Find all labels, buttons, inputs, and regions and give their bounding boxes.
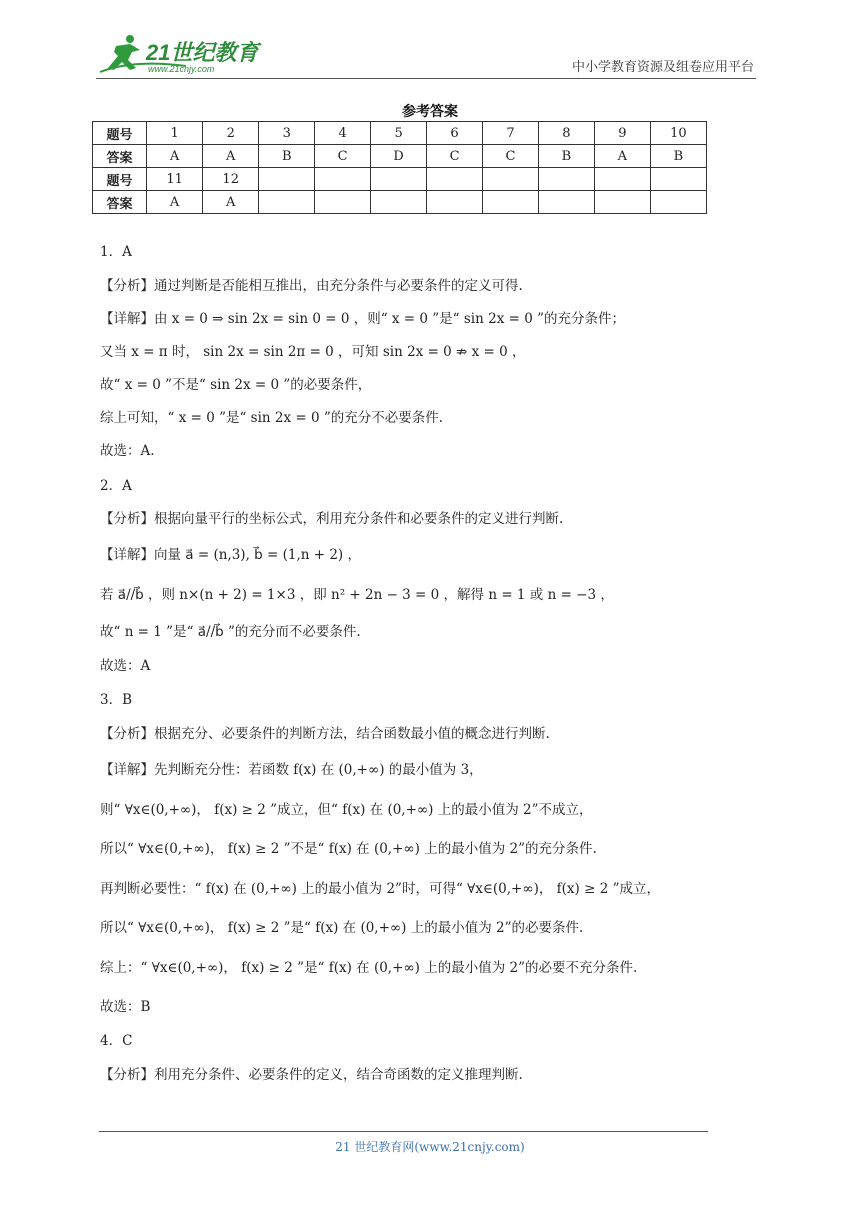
footer-divider	[99, 1131, 708, 1132]
answer-table	[92, 121, 707, 214]
answer-cell: D	[371, 145, 427, 168]
solution-line: 4．C	[100, 1033, 133, 1049]
solution-line: 故“ x = 0 ”不是“ sin 2x = 0 ”的必要条件，	[100, 377, 372, 393]
answer-cell: A	[203, 145, 259, 168]
solution-line: 2．A	[100, 478, 132, 494]
answer-cell: A	[147, 191, 203, 214]
solution-line: 【详解】向量 a⃗ = (n,3), b⃗ = (1,n + 2) ，	[100, 547, 361, 563]
solution-line: 故选：A.	[100, 443, 155, 459]
solution-line: 【分析】利用充分条件、必要条件的定义，结合奇函数的定义推理判断.	[100, 1067, 523, 1083]
solution-line: 若 a⃗//b⃗ ，则 n×(n + 2) = 1×3 ，即 n² + 2n − 3 = 0 ，解得 n = 1 或 n = −3 ，	[100, 587, 614, 603]
solution-line: 【详解】先判断充分性：若函数 f(x) 在 (0,+∞) 的最小值为 3，	[100, 762, 483, 778]
answer-cell	[371, 168, 427, 191]
solution-line: 故选：B	[100, 999, 151, 1015]
answer-cell: B	[538, 145, 594, 168]
answer-cell	[483, 191, 539, 214]
solution-line: 则“ ∀x∈(0,+∞)， f(x) ≥ 2 ”成立，但“ f(x) 在 (0,+∞) 上的最小值为 2”不成立，	[100, 802, 593, 818]
solution-line: 所以“ ∀x∈(0,+∞)， f(x) ≥ 2 ”不是“ f(x) 在 (0,+∞) 上的最小值为 2”的充分条件.	[100, 841, 597, 857]
answer-cell	[259, 168, 315, 191]
solution-line: 【分析】通过判断是否能相互推出，由充分条件与必要条件的定义可得.	[100, 278, 523, 294]
answer-cell: 11	[147, 168, 203, 191]
answer-cell	[427, 191, 483, 214]
answer-cell: 9	[594, 122, 650, 145]
answer-cell	[538, 168, 594, 191]
answer-cell	[259, 191, 315, 214]
solution-line: 所以“ ∀x∈(0,+∞)， f(x) ≥ 2 ”是“ f(x) 在 (0,+∞) 上的最小值为 2”的必要条件.	[100, 920, 584, 936]
answer-cell: 8	[538, 122, 594, 145]
answer-cell: A	[147, 145, 203, 168]
svg-text:21世纪教育: 21世纪教育	[146, 40, 259, 65]
answer-table-row	[93, 145, 707, 168]
answer-cell: B	[650, 145, 706, 168]
answer-cell: A	[594, 145, 650, 168]
solution-line: 【分析】根据充分、必要条件的判断方法，结合函数最小值的概念进行判断.	[100, 726, 550, 742]
solution-line: 综上：“ ∀x∈(0,+∞)， f(x) ≥ 2 ”是“ f(x) 在 (0,+∞) 上的最小值为 2”的必要不充分条件.	[100, 960, 638, 976]
answer-cell: 2	[203, 122, 259, 145]
answer-cell: 7	[483, 122, 539, 145]
row-header: 题号	[93, 122, 147, 145]
footer-link[interactable]: 21 世纪教育网(www.21cnjy.com)	[335, 1140, 525, 1154]
row-header: 题号	[93, 168, 147, 191]
solution-line: 【详解】由 x = 0 ⇒ sin 2x = sin 0 = 0 ，则“ x = 0 ”是“ sin 2x = 0 ”的充分条件；	[100, 311, 625, 327]
answer-cell	[594, 191, 650, 214]
answer-cell: C	[483, 145, 539, 168]
answer-cell	[650, 191, 706, 214]
answer-cell	[538, 191, 594, 214]
answer-cell	[371, 191, 427, 214]
answer-cell: 12	[203, 168, 259, 191]
answer-cell: 4	[315, 122, 371, 145]
answer-cell: B	[259, 145, 315, 168]
answer-cell: C	[427, 145, 483, 168]
answer-cell: 6	[427, 122, 483, 145]
answer-cell: 5	[371, 122, 427, 145]
solution-line: 3．B	[100, 692, 133, 708]
answer-cell: 10	[650, 122, 706, 145]
answer-table-row	[93, 122, 707, 145]
answer-cell: 3	[259, 122, 315, 145]
answer-cell: A	[203, 191, 259, 214]
answer-cell	[315, 191, 371, 214]
solution-line: 【分析】根据向量平行的坐标公式，利用充分条件和必要条件的定义进行判断.	[100, 511, 564, 527]
logo-21cnjy	[96, 32, 266, 76]
answer-table-row	[93, 191, 707, 214]
answer-cell	[315, 168, 371, 191]
header-platform-text: 中小学教育资源及组卷应用平台	[571, 60, 754, 75]
answer-cell: 1	[147, 122, 203, 145]
answer-cell	[483, 168, 539, 191]
answer-cell	[594, 168, 650, 191]
solution-line: 1．A	[100, 244, 132, 260]
svg-text:www.21cnjy.com: www.21cnjy.com	[148, 64, 215, 74]
row-header: 答案	[93, 191, 147, 214]
solution-line: 故选：A	[100, 658, 151, 674]
solution-line: 再判断必要性：“ f(x) 在 (0,+∞) 上的最小值为 2”时，可得“ ∀x∈(0,+∞)， f(x) ≥ 2 ”成立，	[100, 881, 660, 897]
solution-line: 又当 x = π 时， sin 2x = sin 2π = 0 ，可知 sin 2x = 0 ⇏ x = 0 ，	[100, 344, 526, 360]
row-header: 答案	[93, 145, 147, 168]
answer-table-row	[93, 168, 707, 191]
answer-cell	[650, 168, 706, 191]
solution-line: 故“ n = 1 ”是“ a⃗//b⃗ ”的充分而不必要条件.	[100, 624, 361, 640]
solution-line: 综上可知，“ x = 0 ”是“ sin 2x = 0 ”的充分不必要条件.	[100, 410, 444, 426]
page-header	[96, 32, 756, 79]
answer-cell	[427, 168, 483, 191]
page-title: 参考答案	[402, 104, 458, 120]
answer-cell: C	[315, 145, 371, 168]
